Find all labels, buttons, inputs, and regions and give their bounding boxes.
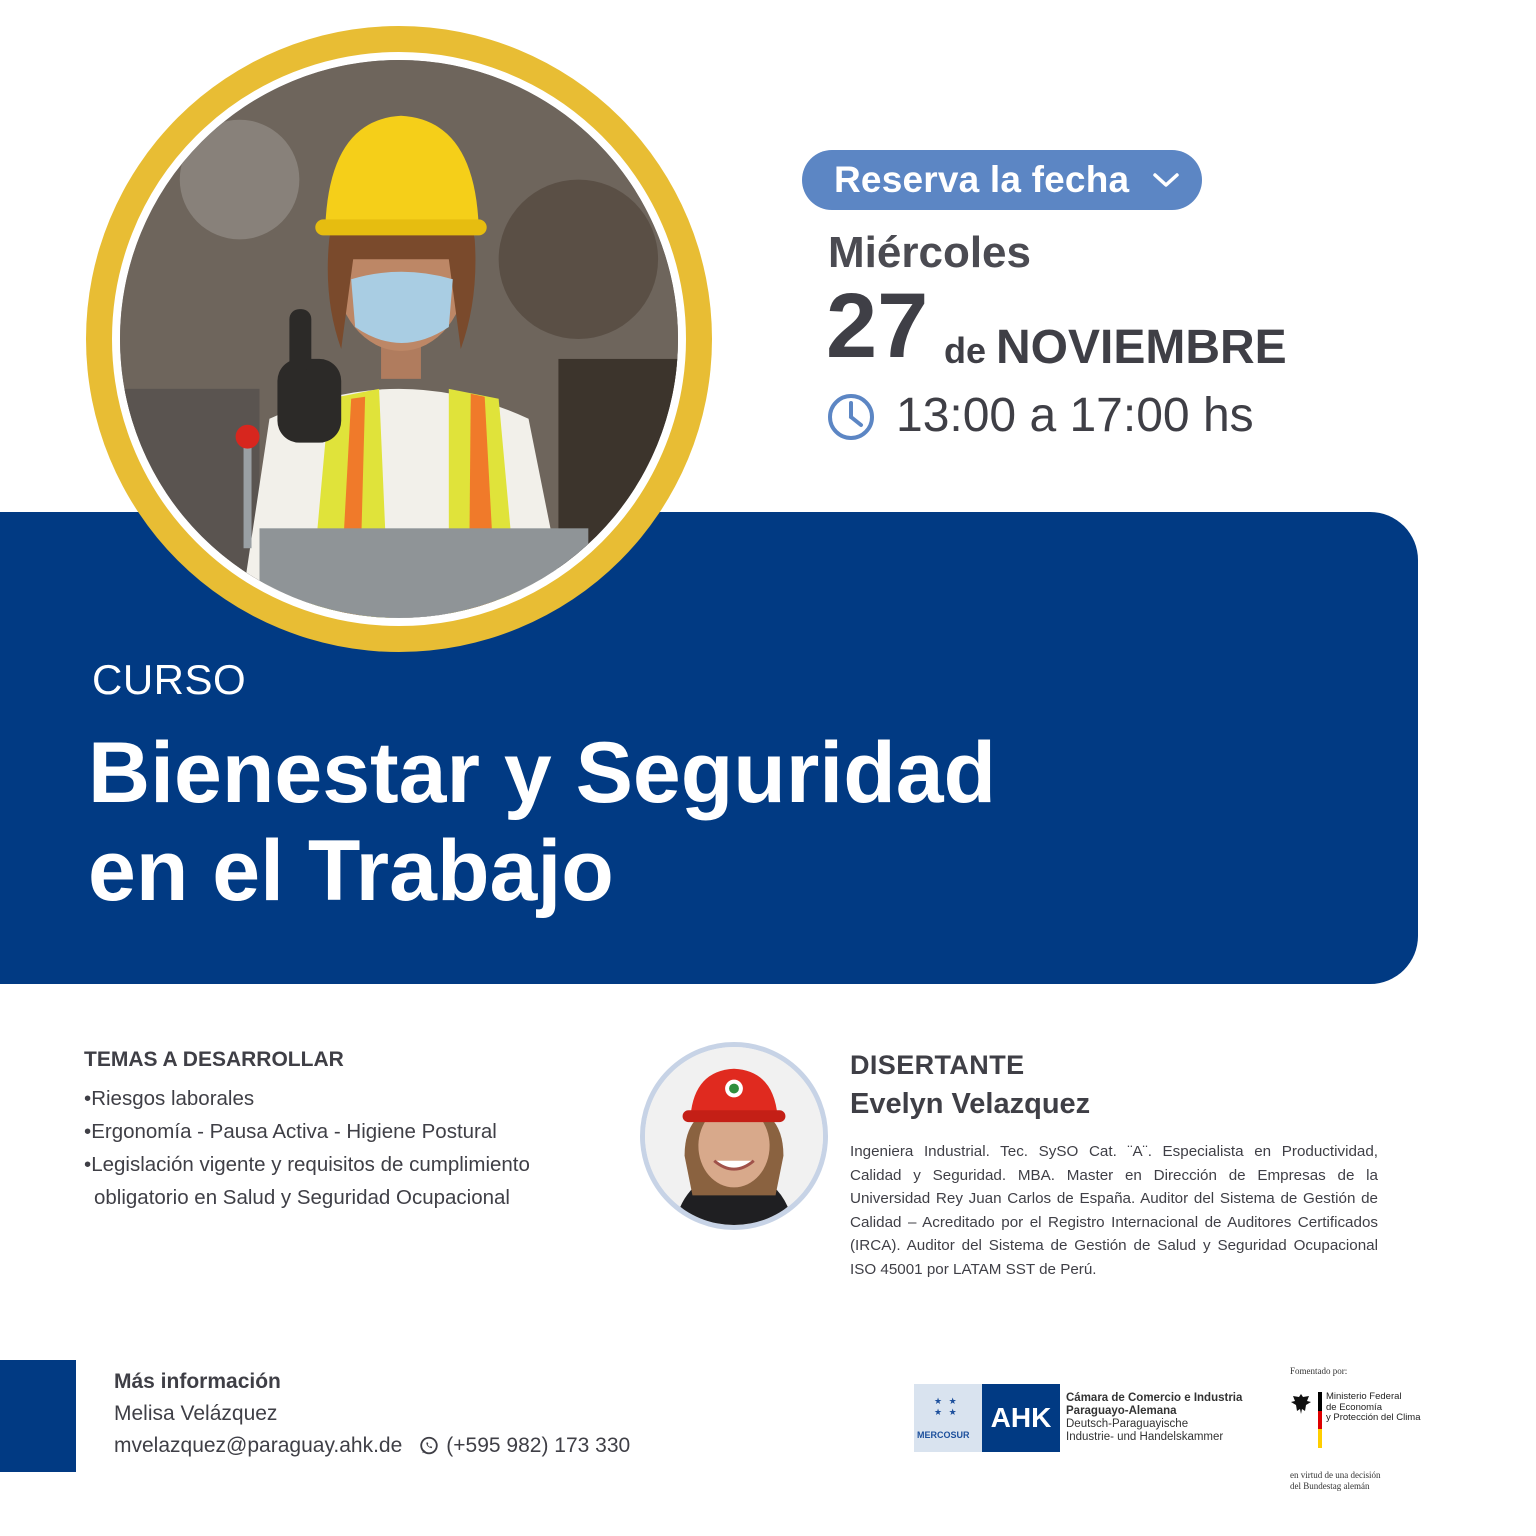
whatsapp-icon xyxy=(418,1435,440,1457)
event-time: 13:00 a 17:00 hs xyxy=(896,389,1254,442)
speaker-name: Evelyn Velazquez xyxy=(850,1088,1091,1120)
ahk-line-3: Deutsch-Paraguayische xyxy=(1066,1418,1189,1430)
course-title-line1: Bienestar y Seguridad xyxy=(88,725,997,821)
event-month: NOVIEMBRE xyxy=(996,321,1287,374)
speaker-label: DISERTANTE xyxy=(850,1050,1025,1080)
ministry-line-2: de Economía xyxy=(1326,1401,1382,1413)
contact-row xyxy=(114,1434,630,1458)
ahk-line-4: Industrie- und Handelskammer xyxy=(1066,1431,1224,1443)
ministry-line-3: y Protección del Clima xyxy=(1326,1412,1421,1423)
topic-item: • Riesgos laborales xyxy=(84,1082,604,1115)
contact-email-link[interactable]: mvelazquez@paraguay.ahk.de xyxy=(114,1434,403,1457)
mercosur-logo-text: MERCOSUR xyxy=(917,1430,970,1440)
bundestag-decision-note xyxy=(1290,1470,1380,1492)
event-date-number: 27 xyxy=(826,275,929,377)
event-day-name: Miércoles xyxy=(828,228,1031,277)
decision-line-1: en virtud de una decisión xyxy=(1290,1470,1381,1480)
topics-heading: TEMAS A DESARROLLAR xyxy=(84,1048,344,1071)
speaker-bio: Ingeniera Industrial. Tec. SySO Cat. ¨A¨. Especialista en Productividad, Calidad y Seguridad. MBA. Master en Dirección de Empresas de la Universidad Rey Juan Carlos de España. Auditor del Sistema de Gestión de Calidad – Acreditado por el Registro Internacional de Auditores Certificados (IRCA). Auditor del Sistema de Gestión de Salud y Seguridad Ocupacional ISO 45001 por LATAM SST de Perú. xyxy=(850,1143,1378,1278)
ministry-line-1: Ministerio Federal xyxy=(1326,1391,1402,1402)
ahk-line-1: Cámara de Comercio e Industria xyxy=(1066,1392,1243,1404)
topics-list xyxy=(84,1082,604,1214)
reserve-date-button[interactable] xyxy=(802,150,1202,210)
contact-phone-link[interactable]: (+595 982) 173 330 xyxy=(446,1434,631,1457)
event-date-connector: de xyxy=(944,330,987,371)
hero-photo-worker xyxy=(112,52,686,626)
chevron-down-icon xyxy=(1151,170,1181,190)
course-label: CURSO xyxy=(92,656,247,703)
german-eagle-icon xyxy=(1290,1392,1312,1416)
german-flag-bar xyxy=(1318,1392,1322,1448)
ahk-chamber-name xyxy=(1066,1392,1242,1444)
topic-item: • Ergonomía - Pausa Activa - Higiene Postural xyxy=(84,1115,604,1148)
ministry-name xyxy=(1326,1392,1421,1424)
ahk-logo-mark: AHK xyxy=(982,1384,1060,1452)
reserve-date-label: Reserva la fecha xyxy=(834,159,1130,200)
mercosur-stars-icon: ★ ★ ★ ★ xyxy=(934,1396,959,1417)
mercosur-logo xyxy=(914,1384,982,1452)
decision-line-2: del Bundestag alemán xyxy=(1290,1481,1370,1491)
footer-accent-square xyxy=(0,1360,76,1472)
ahk-logo xyxy=(914,1384,1060,1452)
clock-icon xyxy=(826,392,876,442)
speaker-avatar xyxy=(640,1042,828,1230)
ahk-line-2: Paraguayo-Alemana xyxy=(1066,1405,1177,1417)
course-title-line2: en el Trabajo xyxy=(88,823,614,919)
topic-item: • Legislación vigente y requisitos de cumplimiento obligatorio en Salud y Seguridad Ocupacional xyxy=(84,1148,604,1214)
sponsor-label: Fomentado por: xyxy=(1290,1366,1348,1376)
contact-name: Melisa Velázquez xyxy=(114,1402,278,1425)
contact-title: Más información xyxy=(114,1370,281,1393)
